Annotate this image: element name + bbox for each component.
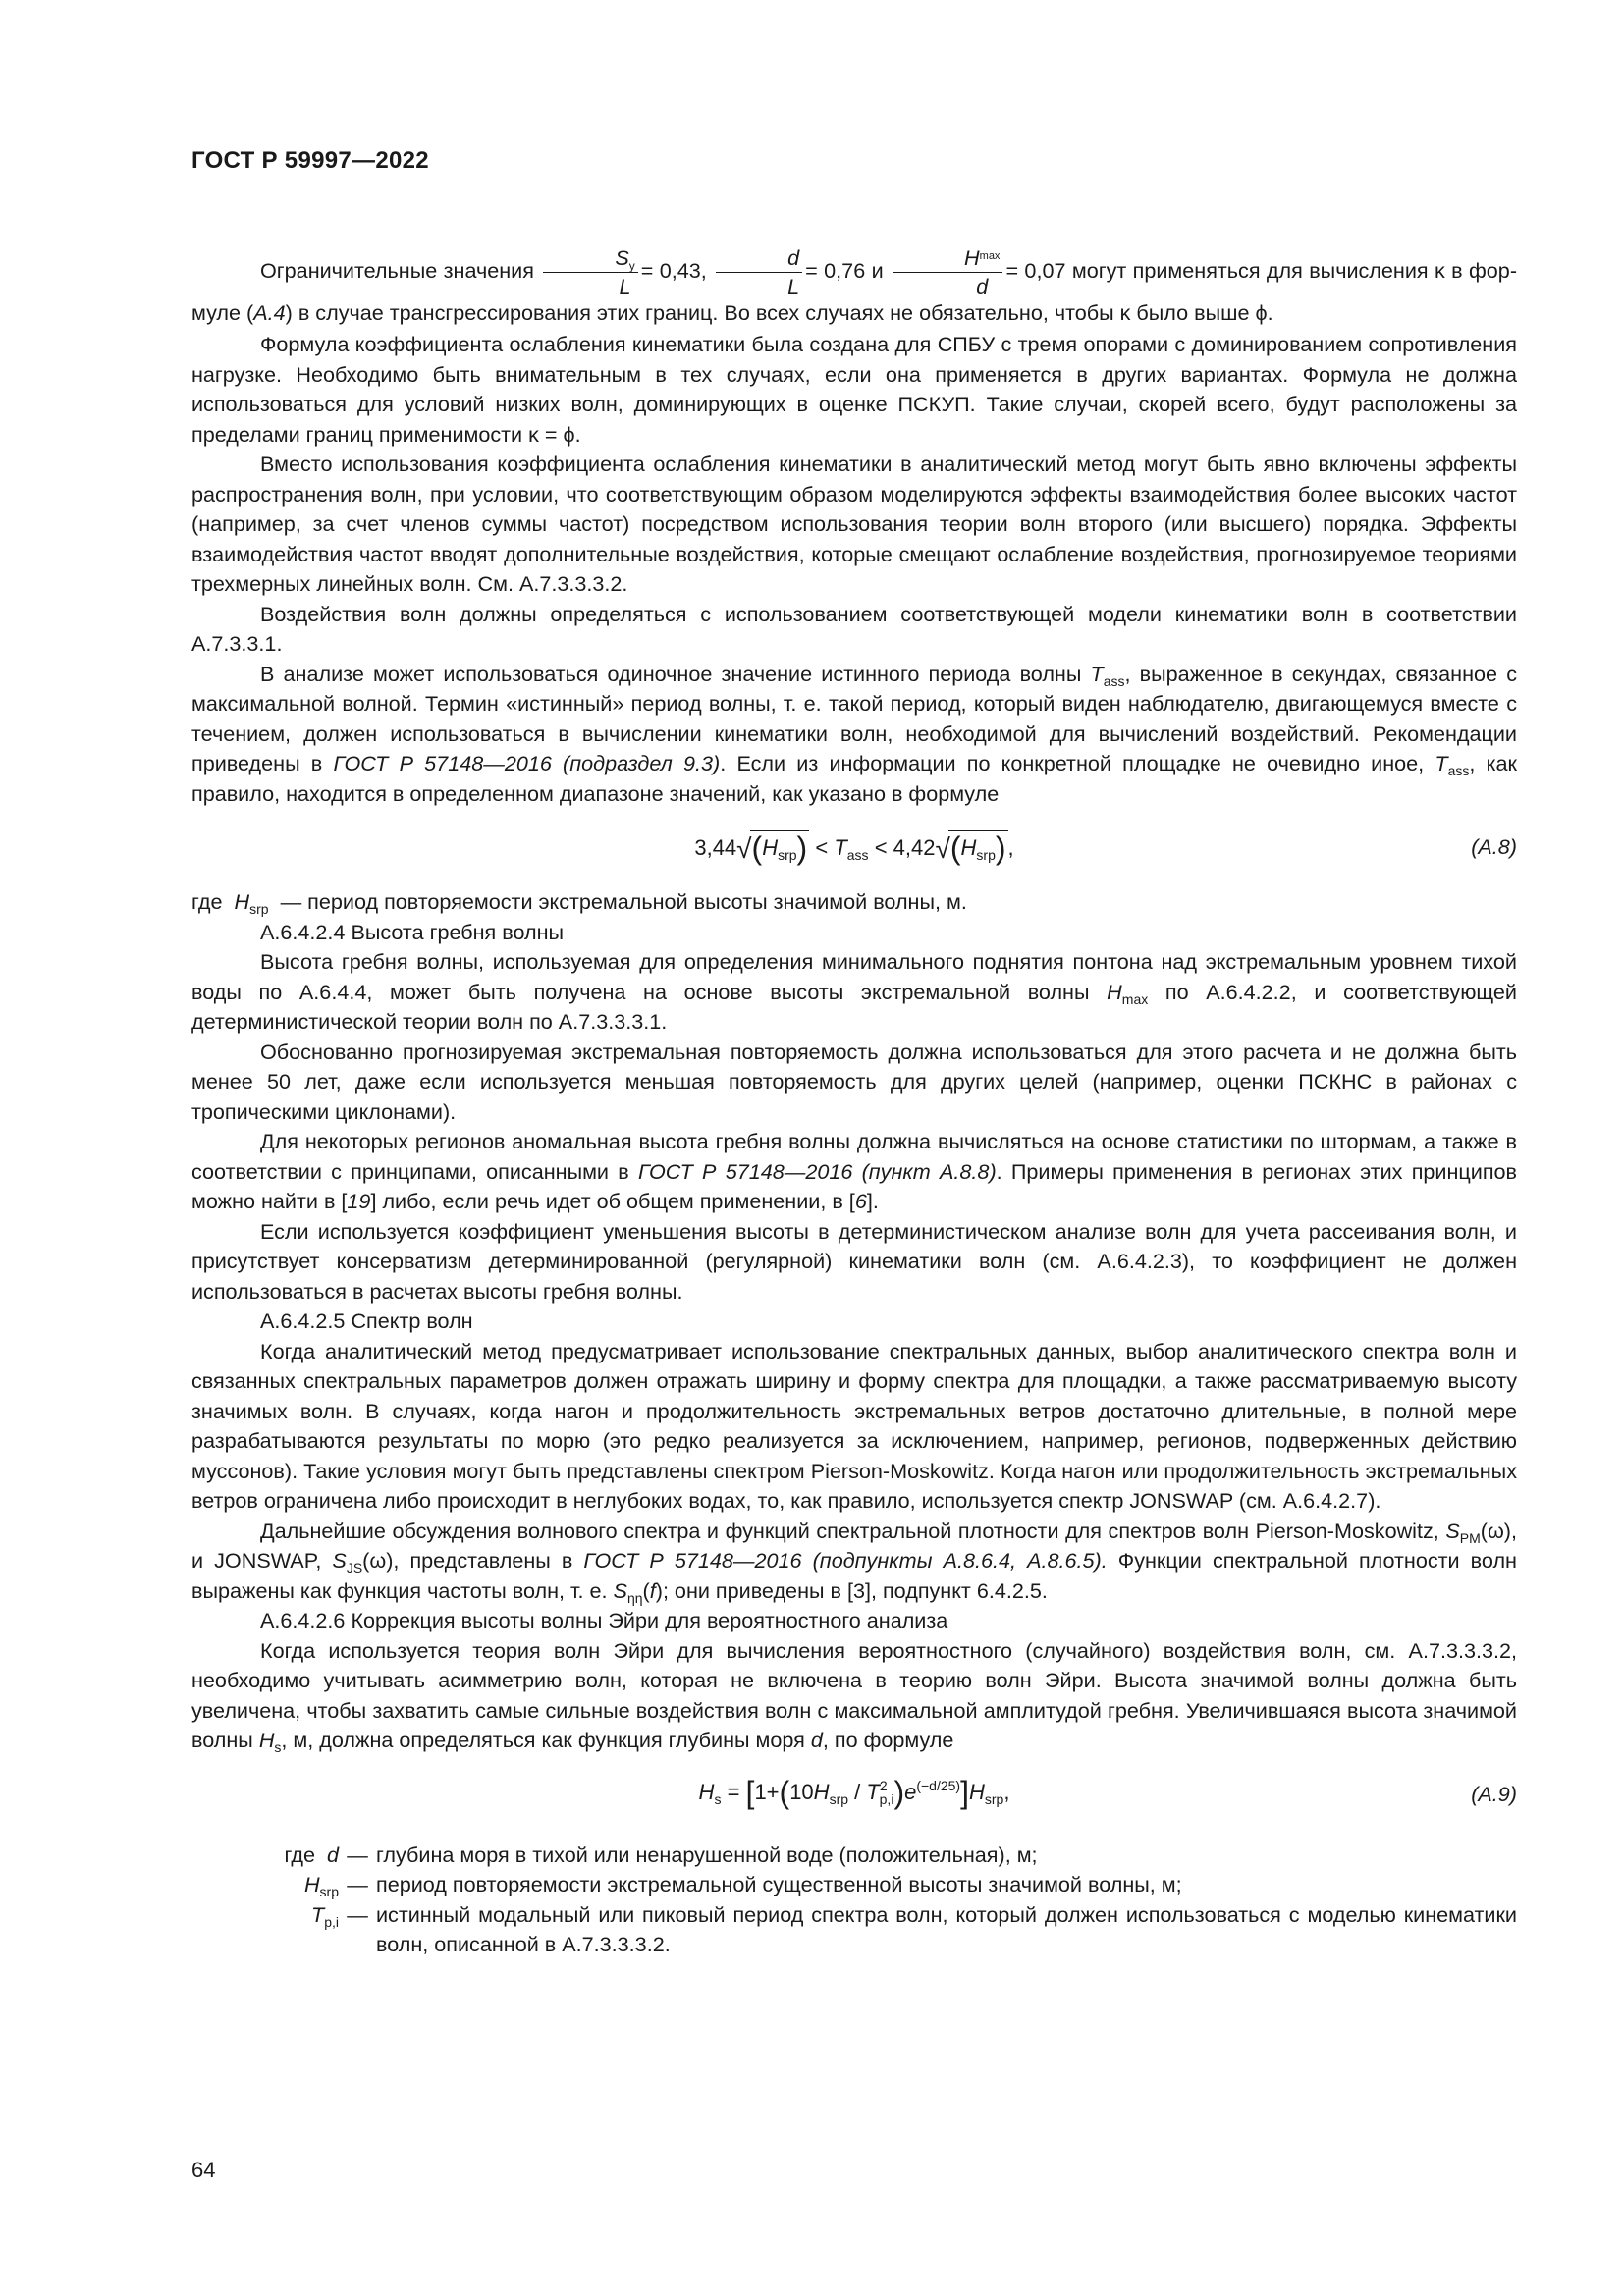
fraction-d-l: $\frac{d}{L}$	[716, 247, 802, 296]
paragraph-crest-height: Высота гребня волны, используемая для определения минимального поднятия понтона над экстремальным уровнем тихой воды по А.6.4.4, может быть получена на основе высоты экстремальной волны $H_{max}$ по А.6.4.2.2, и соответствующей детерминистической теории волн по А.7.3.3.3.1.	[191, 949, 1517, 1035]
section-heading-a6424: А.6.4.2.4 Высота гребня волны	[260, 919, 565, 944]
formula-ref-a4: А.4	[253, 300, 286, 326]
paragraph-airy-correction: Когда используется теория волн Эйри для вычисления вероятностного (случайного) воздействия волн, см. А.7.3.3.3.2, необходимо учитывать асимметрию волн, которая не включена в теорию волн Эйри. Высота значимой волны должна быть увеличена, чтобы захватить самые сильные воздействия волн с максимальной амплитудой гребня. Увеличившаяся высота значимой волны $H_s$, м, должна определяться как функция глубины моря d, по формуле	[191, 1637, 1517, 1756]
page-body	[191, 247, 1517, 1960]
paragraph-anomalous-crest: Для некоторых регионов аномальная высота гребня волны должна вычисляться на основе статистики по штормам, а также в соответствии с принципами, описанными в ГОСТ Р 57148—2016 (пункт А.8.8). Примеры применения в регионах этих принципов можно найти в [19] либо, если речь идет об общем применении, в [6].	[191, 1129, 1517, 1214]
gost-ref-a88: ГОСТ Р 57148—2016 (пункт А.8.8)	[637, 1158, 997, 1184]
paragraph-extreme-recurrence: Обоснованно прогнозируемая экстремальная повторяемость должна использоваться для этого расчета и не должна быть менее 50 лет, даже если используется меньшая повторяемость для других целей (например, оценки ПСКНС в районах с тропическими циклонами).	[191, 1039, 1517, 1124]
equation-a8: $3,44√(H_{srp}) < T_{ass} < 4,42√(H_{srp})$, (А.8)	[694, 830, 1517, 867]
paragraph-wave-propagation: Вместо использования коэффициента ослабления кинематики в аналитический метод могут быть явно включены эффекты распространения волн, при условии, что соответствующим образом моделируются эффекты взаимодействия более высоких частот (например, за счет членов суммы частот) посредством использования теории волн второго (или высшего) порядка. Эффекты взаимодействия частот вводят дополнительные воздействия, которые смещают ослабление воздействия, прогнозируемое теориями трехмерных линейных волн. См. А.7.3.3.3.2.	[191, 452, 1517, 597]
gost-ref-a864: ГОСТ Р 57148—2016 (подпункты А.8.6.4, А.8.6.5).	[583, 1548, 1108, 1574]
paragraph-true-period: В анализе может использоваться одиночное значение истинного периода волны $T_{ass}$, выраженное в секундах, связанное с максимальной волной. Термин «истинный» период волны, т. е. такой период, который виден наблюдателю, двигающемуся вместе с течением, должен использоваться в вычислении кинематики волн, необходимой для вычислений воздействий. Рекомендации приведены в ГОСТ Р 57148—2016 (подраздел 9.3). Если из информации по конкретной площадке не очевидно иное, $T_{ass}$, как правило, находится в определенном диапазоне значений, как указано в формуле	[191, 661, 1517, 806]
paragraph-spectral-density: Дальнейшие обсуждения волнового спектра и функций спектральной плотности для спектров волн Pierson-Moskowitz, $S_{PM}(\omega)$, и JONSWAP, $S_{JS}(\omega)$, представлены в ГОСТ Р 57148—2016 (подпункты А.8.6.4, А.8.6.5). Функции спектральной плотности волн выражены как функция частоты волн, т. е. $S_{\eta\eta}(f)$; они приведены в [3], подпункт 6.4.2.5.	[191, 1518, 1517, 1606]
definition-row: $T_{p,i}$ — истинный модальный или пиковый период спектра волн, который должен использоваться с моделью кинематики волн, описанной в А.7.3.3.3.2.	[311, 1901, 1517, 1957]
equation-number-a8: (А.8)	[1471, 834, 1517, 860]
equation-number-a9: (А.9)	[1471, 1781, 1517, 1806]
gost-ref-93: ГОСТ Р 57148—2016 (подраздел 9.3)	[333, 751, 721, 776]
paragraph-spectral-data: Когда аналитический метод предусматривает использование спектральных данных, выбор аналитического спектра волн и связанных спектральных параметров должен отражать ширину и форму спектра для площадки, а также рассматриваемую высоту значимых волн. В случаях, когда нагон и продолжительность экстремальных ветров достаточно длительные, в полной мере разрабатываются результаты по морю (это редко реализуется за исключением, например, регионов, подверженных действию муссонов). Такие условия могут быть представлены спектром Pierson-Moskowitz. Когда нагон или продолжительность экстремальных ветров ограничена либо происходит в неглубоких водах, то, как правило, используется спектр JONSWAP (см. А.6.4.2.7).	[191, 1338, 1517, 1514]
paragraph-limit-values: Ограничительные значения $\frac{S_y}{L}$ = 0,43, $\frac{d}{L}$ = 0,76 и $\frac{H_{max}}{d}$ = 0,07 могут применяться для вычисления κ в фор- муле (А.4) в случае трансгрессирования этих границ. Во всех случаях не обязательно, чтобы κ было выше ϕ.	[191, 245, 1518, 326]
section-heading-a6425: А.6.4.2.5 Спектр волн	[260, 1308, 473, 1334]
paragraph-wave-actions: Воздействия волн должны определяться с использованием соответствующей модели кинематики волн в соответствии А.7.3.3.1.	[191, 601, 1517, 657]
paragraph-kinematics-formula: Формула коэффициента ослабления кинематики была создана для СПБУ с тремя опорами с доминированием сопротивления нагрузке. Необходимо быть внимательным в тех случаях, если она применяется в других вариантах. Формула не должна использоваться для условий низких волн, доминирующих в оценке ПСКУП. Такие случаи, скорей всего, будут расположены за пределами границ применимости κ = ϕ.	[191, 332, 1517, 447]
fraction-hmax-d: $\frac{H_{max}}{d}$	[893, 247, 1002, 296]
section-heading-a6426: А.6.4.2.6 Коррекция высоты волны Эйри для вероятностного анализа	[260, 1608, 948, 1633]
document-header: ГОСТ Р 59997—2022	[191, 147, 429, 174]
paragraph-height-reduction: Если используется коэффициент уменьшения высоты в детерминистическом анализе волн для учета рассеивания волн, и присутствует консерватизм детерминированной (регулярной) кинематики волн (см. А.6.4.2.3), то коэффициент не должен использоваться в расчетах высоты гребня волны.	[191, 1218, 1517, 1304]
fraction-sy-l: $\frac{S_y}{L}$	[543, 247, 637, 296]
where-block-a9	[191, 1841, 1517, 1960]
where-block-a8: где $H_{srp}$ — период повторяемости экстремальной высоты значимой волны, м.	[191, 889, 967, 918]
definition-row: $H_{srp}$ — период повторяемости экстремальной существенной высоты значимой волны, м;	[303, 1872, 1182, 1900]
definition-row: где d — глубина моря в тихой или ненарушенной воде (положительная), м;	[284, 1842, 1038, 1867]
page-number: 64	[191, 2158, 216, 2182]
equation-a9: $H_s = [1+(10H_{srp} / T^2_{p,i})e^{(-d/25)}]H_{srp}$, (А.9)	[698, 1774, 1517, 1810]
